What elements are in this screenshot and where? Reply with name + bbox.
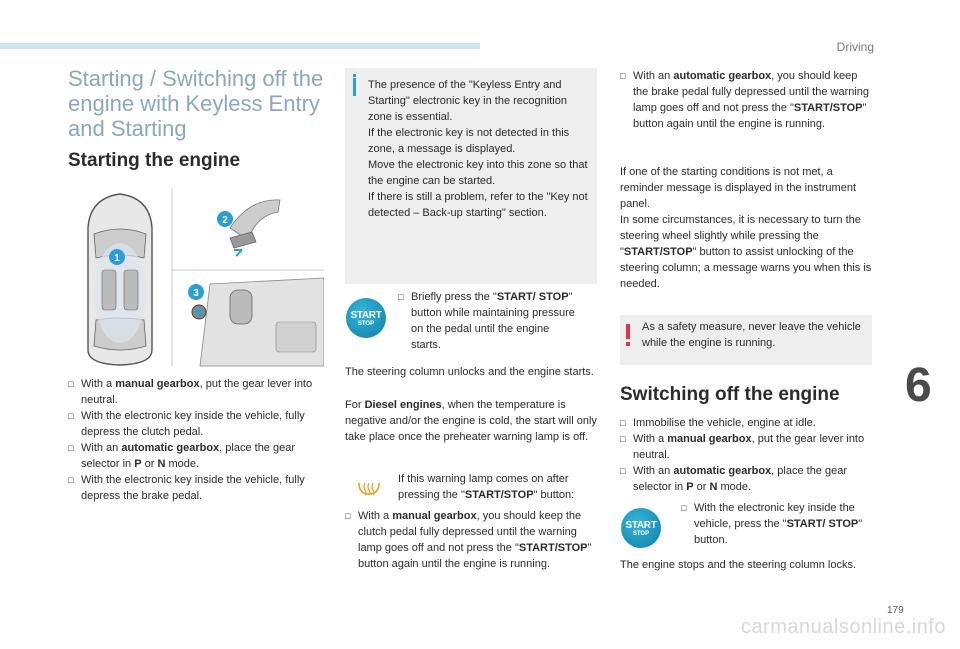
page-title: Starting / Switching off the engine with Keyless Entry and Starting [68, 66, 324, 141]
list-item: □ With a manual gearbox, put the gear lever into neutral. [620, 433, 865, 461]
checkbox-bullet-icon: □ [345, 511, 351, 521]
start-stop-button-icon: START STOP [346, 298, 386, 338]
callout-2-badge [217, 211, 233, 227]
info-icon [353, 74, 356, 77]
checkbox-bullet-icon: □ [620, 434, 626, 444]
console-illustration [192, 278, 324, 366]
chapter-title: Driving [836, 40, 874, 54]
info-icon-bar [353, 78, 356, 96]
conditions-text: If one of the starting conditions is not met, a reminder message is displayed in the instrument panel. In some circumstances, it is necessary to turn the steering wheel slightly while pressing the "START/STOP" button to assist unlocking of the steering column; a message warns you when this is needed. [620, 166, 872, 290]
engine-stops-text: The engine stops and the steering column locks. [620, 559, 857, 571]
callout-3-label: 3 [193, 288, 199, 299]
preheater-text: If this warning lamp comes on after pressing the "START/STOP" button: [398, 473, 575, 501]
checkbox-bullet-icon: □ [68, 411, 74, 421]
exclamation-icon [626, 324, 630, 339]
preheater-lamp-icon [357, 481, 381, 497]
manual-preheat-instruction: □ With a manual gearbox, you should keep the clutch pedal fully depressed until the warning lamp goes off and not press the "START/STOP" button again until the engine is running. [345, 510, 592, 570]
section-heading-starting: Starting the engine [68, 150, 241, 171]
callout-1-label: 1 [114, 253, 120, 264]
chapter-number-tab: 6 [905, 359, 932, 412]
list-item: □ With an automatic gearbox, place the gear selector in P or N mode. [68, 442, 296, 470]
watermark: carmanualsonline.info [740, 616, 946, 638]
list-item: □ With the electronic key inside the vehicle, fully depress the brake pedal. [68, 474, 305, 502]
warning-text: As a safety measure, never leave the vehicle while the engine is running. [642, 321, 861, 349]
switch-off-press-instruction: □ With the electronic key inside the vehicle, press the "START/ STOP" button. [681, 502, 863, 546]
car-top-view [88, 194, 152, 365]
checkbox-bullet-icon: □ [398, 292, 404, 302]
list-item: □ Immobilise the vehicle, engine at idle. [620, 417, 816, 429]
checkbox-bullet-icon: □ [681, 503, 687, 513]
diesel-text: For Diesel engines, when the temperature is negative and/or the engine is cold, the start will only take place once the preheater warning lamp is off. [345, 399, 597, 443]
auto-preheat-instruction: □ With an automatic gearbox, you should keep the brake pedal fully depressed until the warning lamp goes off and not press the "START/STOP" button again until the engine is running. [620, 70, 870, 130]
list-item: □ With a manual gearbox, put the gear lever into neutral. [68, 378, 313, 406]
checkbox-bullet-icon: □ [68, 475, 74, 485]
exclamation-icon-dot [626, 342, 630, 346]
keyless-start-illustration [80, 188, 324, 368]
checkbox-bullet-icon: □ [68, 379, 74, 389]
checkbox-bullet-icon: □ [620, 466, 626, 476]
pedal-illustration [230, 200, 280, 256]
info-note-text: The presence of the "Keyless Entry and Starting" electronic key in the recognition zone is essential. If the electronic key is not detected in this zone, a message is displayed. Move the electronic key into this zone so that the engine can be started. If there is still a problem, refer to the "Key not detected – Back-up starting" section. [368, 79, 588, 219]
section-heading-switching-off: Switching off the engine [620, 384, 840, 405]
list-item: □ With the electronic key inside the vehicle, fully depress the clutch pedal. [68, 410, 305, 438]
starting-bullet-list [68, 376, 326, 504]
callout-3-badge [188, 284, 204, 300]
switching-off-bullet-list [620, 415, 874, 495]
header-accent-bar [0, 43, 480, 49]
callout-1-badge [109, 249, 125, 265]
checkbox-bullet-icon: □ [620, 71, 626, 81]
list-item: □ With an automatic gearbox, place the gear selector in P or N mode. [620, 465, 848, 493]
checkbox-bullet-icon: □ [620, 418, 626, 428]
page-number: 179 [887, 605, 904, 616]
start-stop-button-icon: START STOP [621, 508, 661, 548]
steering-unlock-text: The steering column unlocks and the engine starts. [345, 366, 594, 378]
checkbox-bullet-icon: □ [68, 443, 74, 453]
callout-2-label: 2 [222, 215, 228, 226]
press-start-instruction: □ Briefly press the "START/ STOP" button while maintaining pressure on the pedal until the engine starts. [398, 291, 575, 351]
